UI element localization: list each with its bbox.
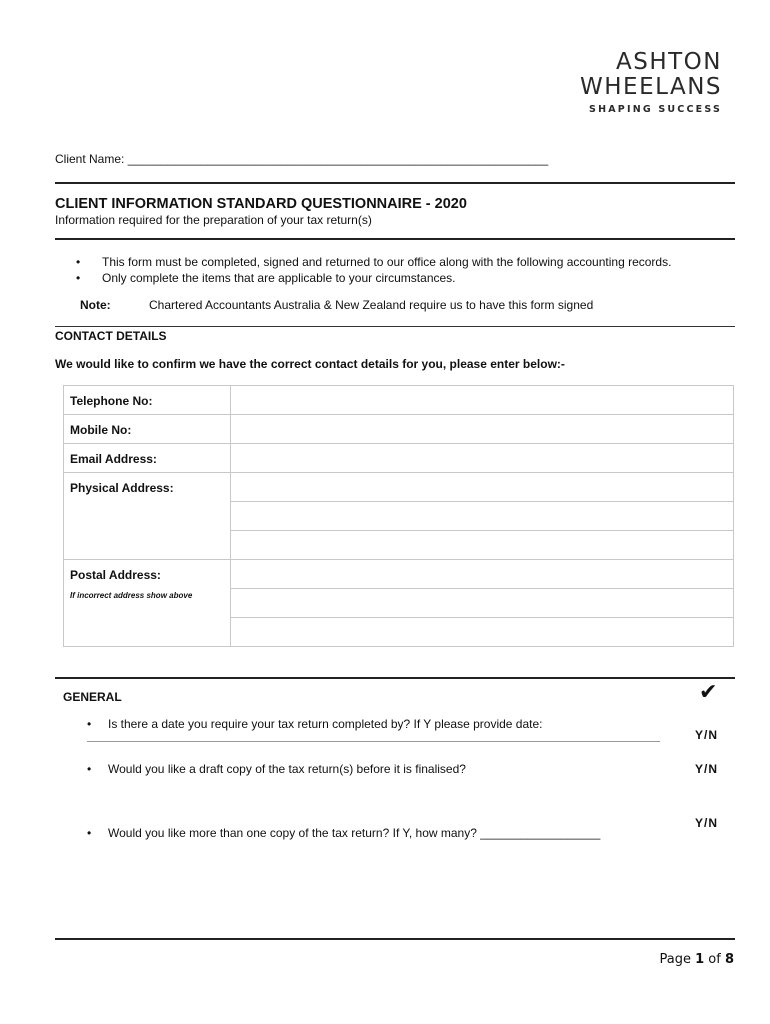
current-page: 1 — [695, 952, 705, 967]
company-logo — [580, 50, 722, 115]
divider — [55, 238, 735, 240]
page-word: Page — [659, 952, 691, 967]
yes-no-toggle-3[interactable]: Y/N — [695, 816, 719, 830]
question-1-text: Is there a date you require your tax return completed by? If Y please provide date: — [108, 717, 543, 731]
contact-intro: We would like to confirm we have the correct contact details for you, please enter below:- — [55, 357, 565, 371]
question-2-text: Would you like a draft copy of the tax return(s) before it is finalised? — [108, 762, 466, 776]
physical-address-input-line-2[interactable] — [231, 502, 734, 531]
client-name-field[interactable]: Client Name: _______________________________________________________________ — [55, 152, 549, 166]
of-word: of — [708, 952, 721, 967]
footer-divider — [55, 938, 735, 940]
question-1 — [87, 717, 647, 731]
list-item: • Only complete the items that are applicable to your circumstances. — [58, 270, 671, 286]
telephone-label: Telephone No: — [64, 386, 231, 415]
postal-address-input-line-3[interactable] — [231, 618, 734, 647]
yes-no-toggle-2[interactable]: Y/N — [695, 762, 719, 776]
question-3 — [87, 826, 667, 840]
physical-address-input-line-1[interactable] — [231, 473, 734, 502]
postal-address-label-text: Postal Address: — [70, 568, 161, 582]
bullet-icon: • — [87, 762, 92, 776]
logo-tagline: SHAPING SUCCESS — [589, 104, 722, 115]
total-pages: 8 — [724, 952, 734, 967]
yes-no-toggle-1[interactable]: Y/N — [695, 728, 719, 742]
logo-line-2: WHEELANS — [580, 74, 722, 100]
page-subtitle: Information required for the preparation of your tax return(s) — [55, 213, 372, 227]
divider — [55, 326, 735, 327]
note-text: Chartered Accountants Australia & New Zealand require us to have this form signed — [149, 298, 594, 312]
postal-address-input-line-1[interactable] — [231, 560, 734, 589]
contact-details-table — [63, 385, 734, 647]
physical-address-label-text: Physical Address: — [70, 481, 174, 495]
question-2 — [87, 762, 647, 776]
telephone-input[interactable] — [231, 386, 734, 415]
checkmark-icon: ✔ — [699, 680, 718, 705]
divider — [55, 677, 735, 679]
email-label: Email Address: — [64, 444, 231, 473]
general-section-heading: GENERAL — [63, 690, 122, 704]
mobile-label: Mobile No: — [64, 415, 231, 444]
mobile-input[interactable] — [231, 415, 734, 444]
postal-address-label — [64, 560, 231, 647]
physical-address-input-line-3[interactable] — [231, 531, 734, 560]
page-title: CLIENT INFORMATION STANDARD QUESTIONNAIRE - 2020 — [55, 196, 467, 212]
contact-section-heading: CONTACT DETAILS — [55, 329, 167, 343]
postal-address-input-line-2[interactable] — [231, 589, 734, 618]
bullet-icon: • — [87, 826, 92, 840]
date-answer-line[interactable] — [87, 741, 660, 742]
bullet-icon: • — [87, 717, 92, 731]
email-input[interactable] — [231, 444, 734, 473]
list-item: • This form must be completed, signed and returned to our office along with the following accounting records. — [58, 254, 671, 270]
page-number — [659, 952, 734, 967]
divider — [55, 182, 735, 184]
logo-line-1: ASHTON — [616, 49, 722, 75]
physical-address-label — [64, 473, 231, 560]
question-3-text: Would you like more than one copy of the tax return? If Y, how many? __________________ — [108, 826, 601, 840]
instructions-list — [58, 254, 671, 286]
postal-address-note: If incorrect address show above — [70, 591, 193, 600]
note-label: Note: — [80, 298, 111, 312]
